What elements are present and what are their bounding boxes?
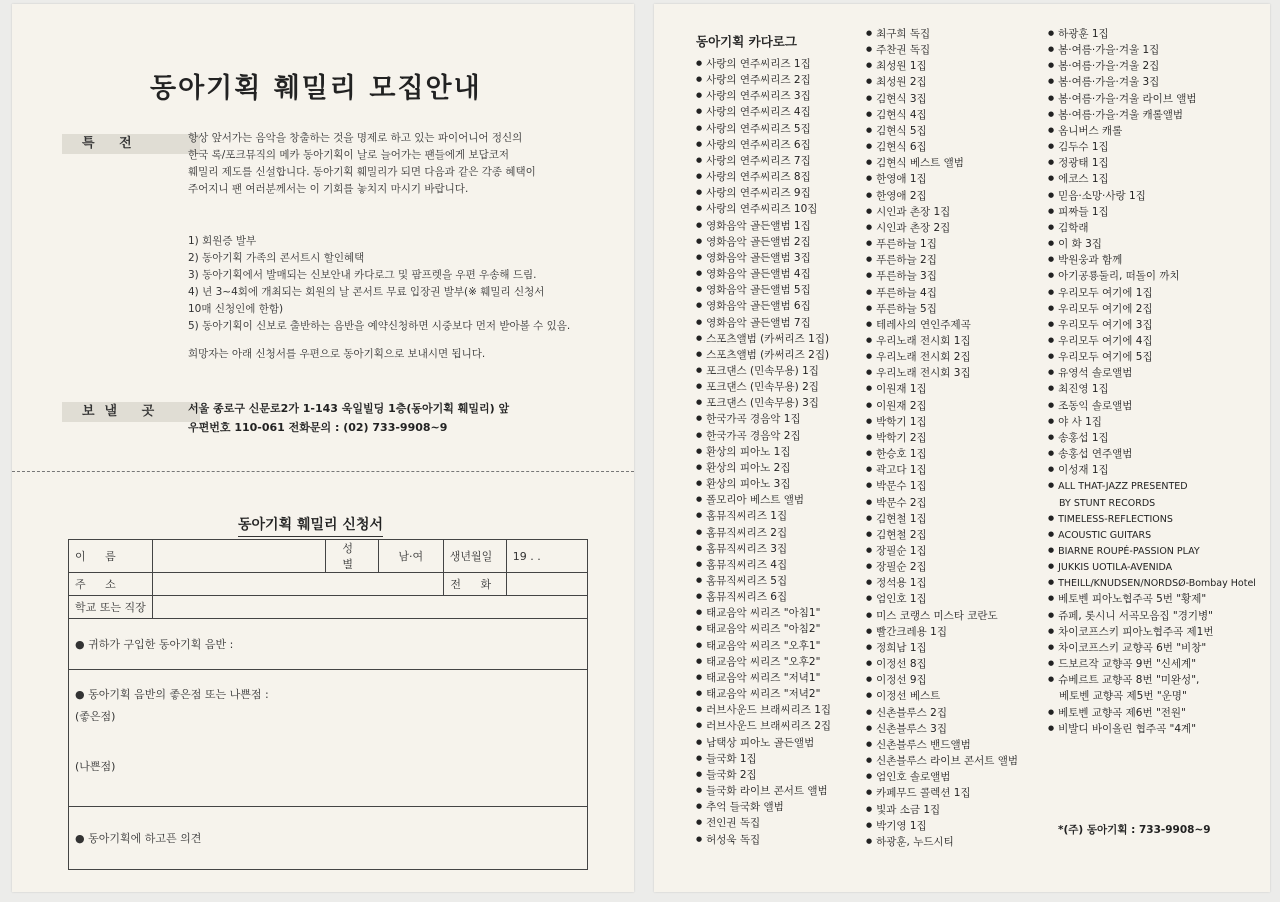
catalog-item: ● 우리노래 전시회 3집 xyxy=(866,365,1018,381)
catalog-item: 베토벤 교향곡 제5번 "운명" xyxy=(1059,690,1187,703)
catalog-item: ● 환상의 피아노 2집 xyxy=(696,460,831,476)
catalog-item: ● 태교음악 씨리즈 "저녁2" xyxy=(696,686,831,702)
catalog-item: ● 이원재 1집 xyxy=(866,381,1018,397)
catalog-item: ● 송홍섭 연주앨범 xyxy=(1048,446,1256,462)
catalog-item: ● 차이코프스키 피아노협주곡 제1번 xyxy=(1048,624,1256,640)
mailing-address xyxy=(188,399,509,437)
catalog-page xyxy=(654,4,1270,892)
catalog-item: ● 이정선 9집 xyxy=(866,672,1018,688)
catalog-item: ● 이원재 2집 xyxy=(866,398,1018,414)
catalog-item: ● 영화음악 골든앨범 5집 xyxy=(696,282,831,298)
catalog-item: ● 이정선 8집 xyxy=(866,656,1018,672)
catalog-item: ● 영화음악 골든앨범 7집 xyxy=(696,315,831,331)
catalog-item: ● 김현철 1집 xyxy=(866,511,1018,527)
footer-contact: *(주) 동아기획 : 733-9908~9 xyxy=(1058,824,1211,836)
phone-field[interactable] xyxy=(506,573,587,596)
opinion-field[interactable] xyxy=(69,807,588,870)
catalog-item: ● 신촌블루스 밴드앨범 xyxy=(866,737,1018,753)
school-field[interactable] xyxy=(152,596,587,619)
catalog-item: ● 봄·여름·가을·겨울 1집 xyxy=(1048,42,1256,58)
text-line: 3) 동아기획에서 발매되는 신보안내 카다로그 및 팜프렛을 우편 우송해 드림. xyxy=(188,269,537,281)
catalog-item: ● 우리모두 여기에 2집 xyxy=(1048,301,1256,317)
catalog-item: ● 전인권 독집 xyxy=(696,815,831,831)
bad-points-label: (나쁜점) xyxy=(75,760,116,773)
benefits-list xyxy=(188,233,570,335)
text-line: 10매 신청인에 한함) xyxy=(188,303,284,315)
catalog-item: ● 드보르작 교향곡 9번 "신세계" xyxy=(1048,656,1256,672)
phone-label: 전 화 xyxy=(443,573,506,596)
catalog-item: ● 쥬페, 롯시니 서곡모음집 "경기병" xyxy=(1048,608,1256,624)
catalog-item: ● 김현식 베스트 앨범 xyxy=(866,155,1018,171)
gender-label: 성 별 xyxy=(325,540,378,573)
catalog-item: ● 신촌블루스 라이브 콘서트 앨범 xyxy=(866,753,1018,769)
catalog-item: ● 차이코프스키 교향곡 6번 "비창" xyxy=(1048,640,1256,656)
catalog-item: ● 스포츠앨범 (카써리즈 1집) xyxy=(696,331,831,347)
catalog-item: ● 들국화 1집 xyxy=(696,751,831,767)
closing-text: 희망자는 아래 신청서를 우편으로 동아기획으로 보내시면 됩니다. xyxy=(188,348,486,360)
form-title: 동아기획 훼밀리 신청서 xyxy=(238,514,383,537)
feedback-field[interactable] xyxy=(69,670,588,807)
catalog-item: ● 영화음악 골든앨범 2집 xyxy=(696,234,831,250)
catalog-item: ● 김현식 3집 xyxy=(866,91,1018,107)
catalog-item: ● 김두수 1집 xyxy=(1048,139,1256,155)
catalog-item: ● 태교음악 씨리즈 "아침2" xyxy=(696,621,831,637)
catalog-item: ● 우리노래 전시회 1집 xyxy=(866,333,1018,349)
catalog-item: BY STUNT RECORDS xyxy=(1059,497,1156,509)
catalog-item: ● 박학기 1집 xyxy=(866,414,1018,430)
catalog-item: ● 홈뮤직씨리즈 4집 xyxy=(696,557,831,573)
catalog-item: ● 사랑의 연주씨리즈 3집 xyxy=(696,88,831,104)
catalog-item: ● 포크댄스 (민속무용) 3집 xyxy=(696,395,831,411)
catalog-item: ● 김학래 xyxy=(1048,220,1256,236)
catalog-item: ● 태교음악 씨리즈 "오후1" xyxy=(696,638,831,654)
text-line: 한국 록/포크뮤직의 메카 동아기획이 날로 늘어가는 팬들에게 보답코저 xyxy=(188,149,510,161)
catalog-item: ● 태교음악 씨리즈 "아침1" xyxy=(696,605,831,621)
purchased-albums-field[interactable] xyxy=(69,619,588,670)
catalog-item: ● 이정선 베스트 xyxy=(866,688,1018,704)
catalog-item: ● THEILL/KNUDSEN/NORDSØ-Bombay Hotel xyxy=(1048,575,1256,591)
catalog-item: ● 박학기 2집 xyxy=(866,430,1018,446)
catalog-item: ● 푸른하늘 3집 xyxy=(866,268,1018,284)
catalog-item: ● 러브사운드 브래씨리즈 2집 xyxy=(696,718,831,734)
catalog-item: ● TIMELESS-REFLECTIONS xyxy=(1048,511,1256,527)
catalog-item: ● 시인과 촌장 2집 xyxy=(866,220,1018,236)
catalog-item: ● 슈베르트 교향곡 8번 "미완성", xyxy=(1048,672,1256,688)
catalog-item: ● 사랑의 연주씨리즈 10집 xyxy=(696,201,831,217)
catalog-item: ● 푸른하늘 5집 xyxy=(866,301,1018,317)
name-field[interactable] xyxy=(152,540,325,573)
catalog-item: ● 빨간크레용 1집 xyxy=(866,624,1018,640)
catalog-item: ● 최진영 1집 xyxy=(1048,381,1256,397)
catalog-item: ● 주찬권 독집 xyxy=(866,42,1018,58)
text-line: 항상 앞서가는 음악을 창출하는 것을 명제로 하고 있는 파이어니어 정신의 xyxy=(188,132,523,144)
feedback-label: ● 동아기획 음반의 좋은점 또는 나쁜점 : xyxy=(75,688,269,701)
catalog-item: ● 정희남 1집 xyxy=(866,640,1018,656)
catalog-item: ● 비발디 바이올린 협주곡 "4계" xyxy=(1048,721,1256,737)
catalog-item: ● 푸른하늘 2집 xyxy=(866,252,1018,268)
catalog-item: ● 신촌블루스 3집 xyxy=(866,721,1018,737)
catalog-item: ● 장필순 1집 xyxy=(866,543,1018,559)
text-line: 5) 동아기획이 신보로 출반하는 음반을 예약신청하면 시중보다 먼저 받아볼 수 있음. xyxy=(188,320,571,332)
catalog-item: ● 푸른하늘 4집 xyxy=(866,285,1018,301)
catalog-item: ● 홈뮤직씨리즈 1집 xyxy=(696,508,831,524)
catalog-item: ● 봄·여름·가을·겨울 2집 xyxy=(1048,58,1256,74)
catalog-item: ● 하광훈, 누드시티 xyxy=(866,834,1018,850)
catalog-item: ● 박문수 2집 xyxy=(866,495,1018,511)
catalog-item: ● 홈뮤직씨리즈 5집 xyxy=(696,573,831,589)
catalog-item: ● 사랑의 연주씨리즈 1집 xyxy=(696,56,831,72)
text-line: 1) 회원증 발부 xyxy=(188,235,257,247)
catalog-item: ● 정광태 1집 xyxy=(1048,155,1256,171)
catalog-item: ● 사랑의 연주씨리즈 5집 xyxy=(696,121,831,137)
good-points-label: (좋은점) xyxy=(75,710,116,723)
catalog-item: ● 하광훈 1집 xyxy=(1048,26,1256,42)
text-line: 훼밀리 제도를 신설합니다. 동아기획 훼밀리가 되면 다음과 같은 각종 혜택이 xyxy=(188,166,536,178)
catalog-item: ● 베토벤 피아노협주곡 5번 "황제" xyxy=(1048,591,1256,607)
catalog-item: ● 한국가곡 경음악 1집 xyxy=(696,411,831,427)
catalog-item: ● 박원웅과 함께 xyxy=(1048,252,1256,268)
catalog-column-1 xyxy=(696,56,831,848)
page-title: 동아기획 훼밀리 모집안내 xyxy=(150,73,482,104)
catalog-item: ● 추억 들국화 앨범 xyxy=(696,799,831,815)
catalog-item: ● 최성원 1집 xyxy=(866,58,1018,74)
catalog-item: ● 옴니버스 캐롤 xyxy=(1048,123,1256,139)
catalog-item: ● 홈뮤직씨리즈 6집 xyxy=(696,589,831,605)
catalog-item: ● 이성재 1집 xyxy=(1048,462,1256,478)
catalog-item: ● 허성욱 독집 xyxy=(696,832,831,848)
catalog-item: ● 푸른하늘 1집 xyxy=(866,236,1018,252)
catalog-item: ● ACOUSTIC GUITARS xyxy=(1048,527,1256,543)
postal-phone-line: 우편번호 110-061 전화문의 : (02) 733-9908~9 xyxy=(188,421,448,434)
catalog-item: ● 봄·여름·가을·겨울 라이브 앨범 xyxy=(1048,91,1256,107)
intro-text xyxy=(188,130,536,198)
catalog-item: ● 이 화 3집 xyxy=(1048,236,1256,252)
catalog-item: ● 테레사의 연인주제곡 xyxy=(866,317,1018,333)
catalog-item: ● 봄·여름·가을·겨울 캐롤앨범 xyxy=(1048,107,1256,123)
catalog-item: ● 러브사운드 브래씨리즈 1집 xyxy=(696,702,831,718)
catalog-title: 동아기획 카다로그 xyxy=(696,34,797,49)
application-form xyxy=(68,539,588,870)
school-label: 학교 또는 직장 xyxy=(69,596,153,619)
catalog-item: ● 들국화 라이브 콘서트 앨범 xyxy=(696,783,831,799)
catalog-item: ● ALL THAT-JAZZ PRESENTED xyxy=(1048,478,1256,494)
catalog-item: ● 사랑의 연주씨리즈 8집 xyxy=(696,169,831,185)
catalog-item: ● 에코스 1집 xyxy=(1048,171,1256,187)
catalog-item: ● 남택상 피아노 골든앨범 xyxy=(696,735,831,751)
gender-field[interactable]: 남·여 xyxy=(378,540,443,573)
catalog-item: ● 사랑의 연주씨리즈 2집 xyxy=(696,72,831,88)
purchased-albums-label: ● 귀하가 구입한 동아기획 음반 : xyxy=(75,638,234,651)
catalog-item: ● 김현식 4집 xyxy=(866,107,1018,123)
catalog-item: ● 아기공룡둘리, 떠돌이 까치 xyxy=(1048,268,1256,284)
catalog-item: ● 우리모두 여기에 3집 xyxy=(1048,317,1256,333)
catalog-item: ● 미스 코랭스 미스타 코란도 xyxy=(866,608,1018,624)
catalog-item: ● 신촌블루스 2집 xyxy=(866,705,1018,721)
cut-line xyxy=(12,471,634,472)
catalog-item: ● 박기영 1집 xyxy=(866,818,1018,834)
catalog-item: ● 홈뮤직씨리즈 2집 xyxy=(696,525,831,541)
catalog-item: ● 환상의 피아노 3집 xyxy=(696,476,831,492)
catalog-item: ● 사랑의 연주씨리즈 4집 xyxy=(696,104,831,120)
catalog-item: ● 정석용 1집 xyxy=(866,575,1018,591)
catalog-item: ● 우리모두 여기에 4집 xyxy=(1048,333,1256,349)
catalog-item: ● 최구희 독집 xyxy=(866,26,1018,42)
catalog-item: ● 송홍섭 1집 xyxy=(1048,430,1256,446)
catalog-item: ● 사랑의 연주씨리즈 6집 xyxy=(696,137,831,153)
catalog-item: ● 봄·여름·가을·겨울 3집 xyxy=(1048,74,1256,90)
text-line: 2) 동아기획 가족의 콘서트시 할인혜택 xyxy=(188,252,365,264)
catalog-item: ● 빛과 소금 1집 xyxy=(866,802,1018,818)
catalog-item: ● 포크댄스 (민속무용) 2집 xyxy=(696,379,831,395)
catalog-item: ● 영화음악 골든앨범 3집 xyxy=(696,250,831,266)
catalog-item: ● 엄인호 1집 xyxy=(866,591,1018,607)
catalog-item: ● 환상의 피아노 1집 xyxy=(696,444,831,460)
catalog-item: ● 김현식 5집 xyxy=(866,123,1018,139)
catalog-item: ● 한영애 1집 xyxy=(866,171,1018,187)
catalog-item: ● 우리노래 전시회 2집 xyxy=(866,349,1018,365)
catalog-item: ● 곽고다 1집 xyxy=(866,462,1018,478)
catalog-item: ● BIARNE ROUPÉ-PASSION PLAY xyxy=(1048,543,1256,559)
catalog-item: ● 들국화 2집 xyxy=(696,767,831,783)
application-page xyxy=(12,4,634,892)
catalog-item: ● 김현철 2집 xyxy=(866,527,1018,543)
catalog-item: ● 시인과 촌장 1집 xyxy=(866,204,1018,220)
catalog-item: ● 영화음악 골든앨범 1집 xyxy=(696,218,831,234)
catalog-item: ● 장필순 2집 xyxy=(866,559,1018,575)
address-field-label: 주 소 xyxy=(69,573,153,596)
catalog-item: ● 한영애 2집 xyxy=(866,188,1018,204)
name-label: 이 름 xyxy=(69,540,153,573)
catalog-column-3 xyxy=(1048,26,1256,737)
catalog-item: ● 홈뮤직씨리즈 3집 xyxy=(696,541,831,557)
catalog-item: ● 최성원 2집 xyxy=(866,74,1018,90)
address-line: 서울 종로구 신문로2가 1-143 욱일빌딩 1층(동아기획 훼밀리) 앞 xyxy=(188,402,510,415)
catalog-item: ● 폴모리아 베스트 앨범 xyxy=(696,492,831,508)
catalog-item: ● 야 사 1집 xyxy=(1048,414,1256,430)
catalog-item: ● 엄인호 솔로앨범 xyxy=(866,769,1018,785)
catalog-item: ● 한국가곡 경음악 2집 xyxy=(696,428,831,444)
catalog-item: ● 사랑의 연주씨리즈 9집 xyxy=(696,185,831,201)
catalog-item: ● 우리모두 여기에 5집 xyxy=(1048,349,1256,365)
catalog-item: ● 믿음·소망·사랑 1집 xyxy=(1048,188,1256,204)
catalog-item: ● 사랑의 연주씨리즈 7집 xyxy=(696,153,831,169)
catalog-item: ● 영화음악 골든앨범 4집 xyxy=(696,266,831,282)
birth-field[interactable]: 19 . . xyxy=(506,540,587,573)
catalog-item: ● 조동익 솔로앨범 xyxy=(1048,398,1256,414)
text-line: 4) 년 3~4회에 개최되는 회원의 날 콘서트 무료 입장권 발부(※ 훼밀리 신청서 xyxy=(188,286,545,298)
catalog-item: ● 우리모두 여기에 1집 xyxy=(1048,285,1256,301)
opinion-label: ● 동아기획에 하고픈 의견 xyxy=(75,832,202,845)
catalog-item: ● 피짜들 1집 xyxy=(1048,204,1256,220)
catalog-item: ● 영화음악 골든앨범 6집 xyxy=(696,298,831,314)
birth-label: 생년월일 xyxy=(443,540,506,573)
address-label: 보낼 곳 xyxy=(62,402,200,422)
catalog-item: ● 태교음악 씨리즈 "오후2" xyxy=(696,654,831,670)
catalog-item: ● 태교음악 씨리즈 "저녁1" xyxy=(696,670,831,686)
catalog-item: ● 포크댄스 (민속무용) 1집 xyxy=(696,363,831,379)
catalog-item: ● JUKKIS UOTILA-AVENIDA xyxy=(1048,559,1256,575)
catalog-item: ● 스포츠앨범 (카써리즈 2집) xyxy=(696,347,831,363)
catalog-item: ● 베토벤 교향곡 제6번 "전원" xyxy=(1048,705,1256,721)
benefits-label: 특 전 xyxy=(62,134,200,154)
catalog-item: ● 카페무드 콜렉션 1집 xyxy=(866,785,1018,801)
catalog-column-2 xyxy=(866,26,1018,850)
catalog-item: ● 유영석 솔로앨범 xyxy=(1048,365,1256,381)
catalog-item: ● 김현식 6집 xyxy=(866,139,1018,155)
catalog-item: ● 박문수 1집 xyxy=(866,478,1018,494)
text-line: 주어지니 팬 여러분께서는 이 기회를 놓치지 마시기 바랍니다. xyxy=(188,183,469,195)
address-field[interactable] xyxy=(152,573,443,596)
catalog-item: ● 한승호 1집 xyxy=(866,446,1018,462)
